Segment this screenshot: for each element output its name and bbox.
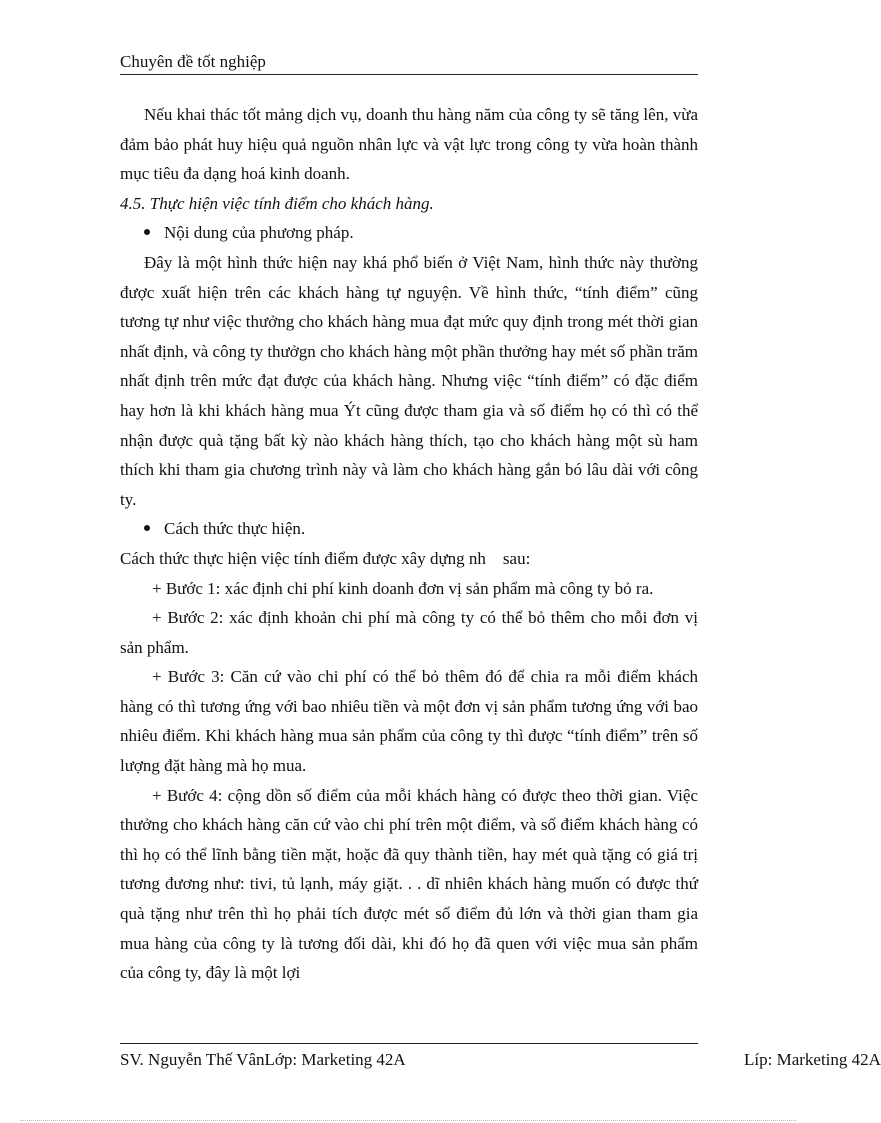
step-2: + Bước 2: xác định khoản chi phí mà công ty có thể bỏ thêm cho mỗi đơn vị sản phẩm. — [120, 608, 698, 657]
header-title: Chuyên đề tốt nghiệp — [120, 52, 266, 71]
footer-class-overflow — [744, 1048, 881, 1072]
page-header — [120, 50, 698, 75]
paragraph-intro: Nếu khai thác tốt mảng dịch vụ, doanh thu hàng năm của công ty sẽ tăng lên, vừa đảm bảo phát huy hiệu quả nguồn nhân lực và vật lực trong công ty vừa hoàn thành mục tiêu đa dạng hoá kinh doanh. — [120, 105, 698, 184]
paragraph-description: Đây là một hình thức hiện nay khá phổ biến ở Việt Nam, hình thức này thường được xuất hiện trên các khách hàng tự nguyện. Về hình thức, “tính điểm” cũng tương tự như việc thưởng cho khách hàng mua đạt mức quy định trong mét thời gian nhất định, và công ty thưởgn cho khách hàng một phần thưởng hay mét số phần trăm nhất định trên mức đạt được của khách hàng. Nhưng việc “tính điểm” có đặc điểm hay hơn là khi khách hàng mua Ýt cũng được tham gia và số điểm họ có thì có thể nhận được quà tặng bất kỳ nào khách hàng thích, tạo cho khách hàng một sù ham thích khi tham gia chương trình này và làm cho khách hàng gắn bó lâu dài với công ty. — [120, 252, 698, 509]
page-bottom-divider — [20, 1120, 796, 1121]
document-body — [120, 100, 698, 988]
bullet-item-method — [120, 514, 698, 544]
bullet-icon — [144, 229, 150, 235]
bullet-icon — [144, 525, 150, 531]
section-heading: 4.5. Thực hiện việc tính điểm cho khách hàng. — [120, 193, 434, 213]
bullet-item-content — [120, 218, 698, 248]
step-4: + Bước 4: cộng dồn số điểm của mỗi khách hàng có được theo thời gian. Việc thưởng cho khách hàng căn cứ vào chi phí trên một điểm, và số điểm khách hàng có thì họ có thể lĩnh bằng tiền mặt, hoặc đã quy thành tiền, hay mét quà tặng có giá trị tương đương như: tivi, tủ lạnh, máy giặt. . . dĩ nhiên khách hàng muốn có được thứ quà tặng như trên thì họ phải tích được mét số điểm đủ lớn và thời gian tham gia mua hàng của công ty là tương đối dài, khi đó họ đã quen với việc mua sản phẩm của công ty, đây là một lợi — [120, 785, 698, 983]
step-1: + Bước 1: xác định chi phí kinh doanh đơn vị sản phẩm mà công ty bỏ ra. — [152, 578, 654, 598]
paragraph-method-intro: Cách thức thực hiện việc tính điểm được xây dựng nh sau: — [120, 548, 531, 568]
footer-class: Líp: Marketing 42A — [744, 1050, 881, 1069]
page-footer — [120, 1043, 698, 1072]
bullet-text: Cách thức thực hiện. — [164, 519, 306, 539]
footer-author: SV. Nguyễn Thế VânLớp: Marketing 42A — [120, 1050, 406, 1069]
bullet-text: Nội dung của phương pháp. — [164, 223, 354, 243]
step-3: + Bước 3: Căn cứ vào chi phí có thể bỏ thêm đó để chia ra mỗi điểm khách hàng có thì tương ứng với bao nhiêu tiền và một đơn vị sản phẩm tương ứng với bao nhiêu điểm. Khi khách hàng mua sản phẩm của công ty thì được “tính điểm” trên số lượng đặt hàng mà họ mua. — [120, 667, 698, 776]
